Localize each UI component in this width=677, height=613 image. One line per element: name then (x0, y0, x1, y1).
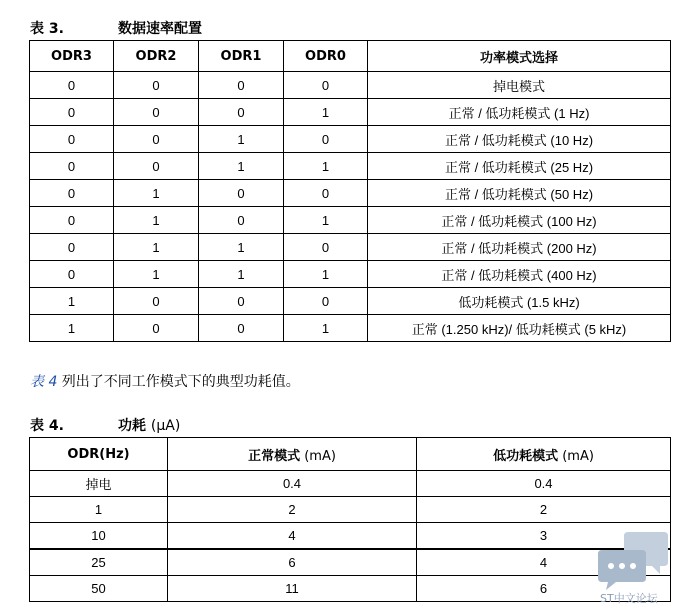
table-cell: 1 (199, 261, 284, 288)
table-cell: 2 (417, 497, 671, 523)
table-row (30, 315, 671, 342)
table-cell: 正常 / 低功耗模式 (10 Hz) (368, 126, 671, 153)
table-cell: 正常 / 低功耗模式 (25 Hz) (368, 153, 671, 180)
table-cell: 1 (114, 207, 199, 234)
table-cell: 6 (417, 576, 671, 602)
table-cell: 0 (30, 261, 114, 288)
header-odr-hz: ODR(Hz) (30, 438, 168, 471)
table-row (30, 180, 671, 207)
table-cell: 1 (199, 126, 284, 153)
table-cell: 0 (30, 153, 114, 180)
table-cell: 1 (114, 261, 199, 288)
table-cell: 0.4 (168, 471, 417, 497)
header-odr3: ODR3 (30, 41, 114, 72)
table-cell: 0 (114, 288, 199, 315)
table-row (30, 234, 671, 261)
table-row (30, 288, 671, 315)
table-cell: 0 (284, 288, 368, 315)
header-low-power-mode: 低功耗模式 (mA) (417, 438, 671, 471)
table-row (30, 72, 671, 99)
power-consumption-table (29, 437, 671, 602)
table-row (30, 523, 671, 550)
table-cell: 0.4 (417, 471, 671, 497)
table-cell: 0 (114, 153, 199, 180)
header-odr2: ODR2 (114, 41, 199, 72)
table-cell: 11 (168, 576, 417, 602)
header-odr0: ODR0 (284, 41, 368, 72)
header-odr1: ODR1 (199, 41, 284, 72)
table-cell: 0 (199, 315, 284, 342)
table-cell: 1 (284, 315, 368, 342)
table-cell: 正常 (1.250 kHz)/ 低功耗模式 (5 kHz) (368, 315, 671, 342)
table-cell: 0 (199, 99, 284, 126)
paragraph-text: 列出了不同工作模式下的典型功耗值。 (57, 374, 300, 390)
table-cell: 0 (284, 234, 368, 261)
table-row (30, 207, 671, 234)
table4-title: 功耗 (118, 418, 151, 434)
table-cell: 25 (30, 549, 168, 576)
table-cell: 1 (114, 234, 199, 261)
table4-label: 表 4. (30, 418, 64, 434)
table-cell: 0 (199, 180, 284, 207)
table-cell: 0 (114, 126, 199, 153)
table-cell: 掉电 (30, 471, 168, 497)
header-power-mode: 功率模式选择 (368, 41, 671, 72)
table-row (30, 99, 671, 126)
table-row (30, 126, 671, 153)
table-cell: 1 (284, 261, 368, 288)
table-cell: 0 (30, 180, 114, 207)
table4-title-unit: (µA) (150, 418, 181, 434)
table-cell: 正常 / 低功耗模式 (100 Hz) (368, 207, 671, 234)
table-cell: 0 (199, 72, 284, 99)
table-cell: 0 (30, 72, 114, 99)
table-cell: 0 (284, 72, 368, 99)
table-row (30, 261, 671, 288)
body-paragraph (30, 372, 300, 392)
watermark-text: ST中文论坛 (600, 592, 658, 605)
table-row (30, 153, 671, 180)
table-cell: 正常 / 低功耗模式 (1 Hz) (368, 99, 671, 126)
table-cell: 0 (30, 207, 114, 234)
table-row (30, 576, 671, 602)
table-cell: 0 (30, 234, 114, 261)
table-cell: 低功耗模式 (1.5 kHz) (368, 288, 671, 315)
table-cell: 0 (199, 288, 284, 315)
table3-label: 表 3. (30, 21, 64, 37)
table-cell: 1 (199, 234, 284, 261)
table-cell: 1 (30, 288, 114, 315)
table-cell: 0 (284, 180, 368, 207)
table-header-row (30, 41, 671, 72)
header-normal-mode: 正常模式 (mA) (168, 438, 417, 471)
table-cell: 1 (199, 153, 284, 180)
table-cell: 0 (114, 99, 199, 126)
table-cell: 1 (114, 180, 199, 207)
table-cell: 0 (114, 315, 199, 342)
table-cell: 掉电模式 (368, 72, 671, 99)
table-cell: 50 (30, 576, 168, 602)
table-cell: 0 (30, 99, 114, 126)
table-cell: 3 (417, 523, 671, 550)
table-cell: 1 (284, 153, 368, 180)
table-cell: 6 (168, 549, 417, 576)
table-row (30, 497, 671, 523)
table-cell: 正常 / 低功耗模式 (400 Hz) (368, 261, 671, 288)
table-cell: 1 (284, 99, 368, 126)
table3-title: 数据速率配置 (118, 21, 202, 37)
data-rate-table (29, 40, 671, 342)
table-row (30, 549, 671, 576)
table-cell: 1 (30, 315, 114, 342)
table-cell: 正常 / 低功耗模式 (200 Hz) (368, 234, 671, 261)
table3-caption (30, 20, 202, 38)
table-row (30, 471, 671, 497)
table-header-row (30, 438, 671, 471)
table-cell: 0 (30, 126, 114, 153)
table4-reference-link[interactable]: 表 4 (30, 374, 58, 390)
table-cell: 0 (284, 126, 368, 153)
table-cell: 4 (168, 523, 417, 550)
table-cell: 10 (30, 523, 168, 550)
table-cell: 4 (417, 549, 671, 576)
table-cell: 1 (284, 207, 368, 234)
table-cell: 0 (199, 207, 284, 234)
table-cell: 1 (30, 497, 168, 523)
table-cell: 0 (114, 72, 199, 99)
table-cell: 正常 / 低功耗模式 (50 Hz) (368, 180, 671, 207)
table-cell: 2 (168, 497, 417, 523)
table4-caption (30, 417, 180, 435)
